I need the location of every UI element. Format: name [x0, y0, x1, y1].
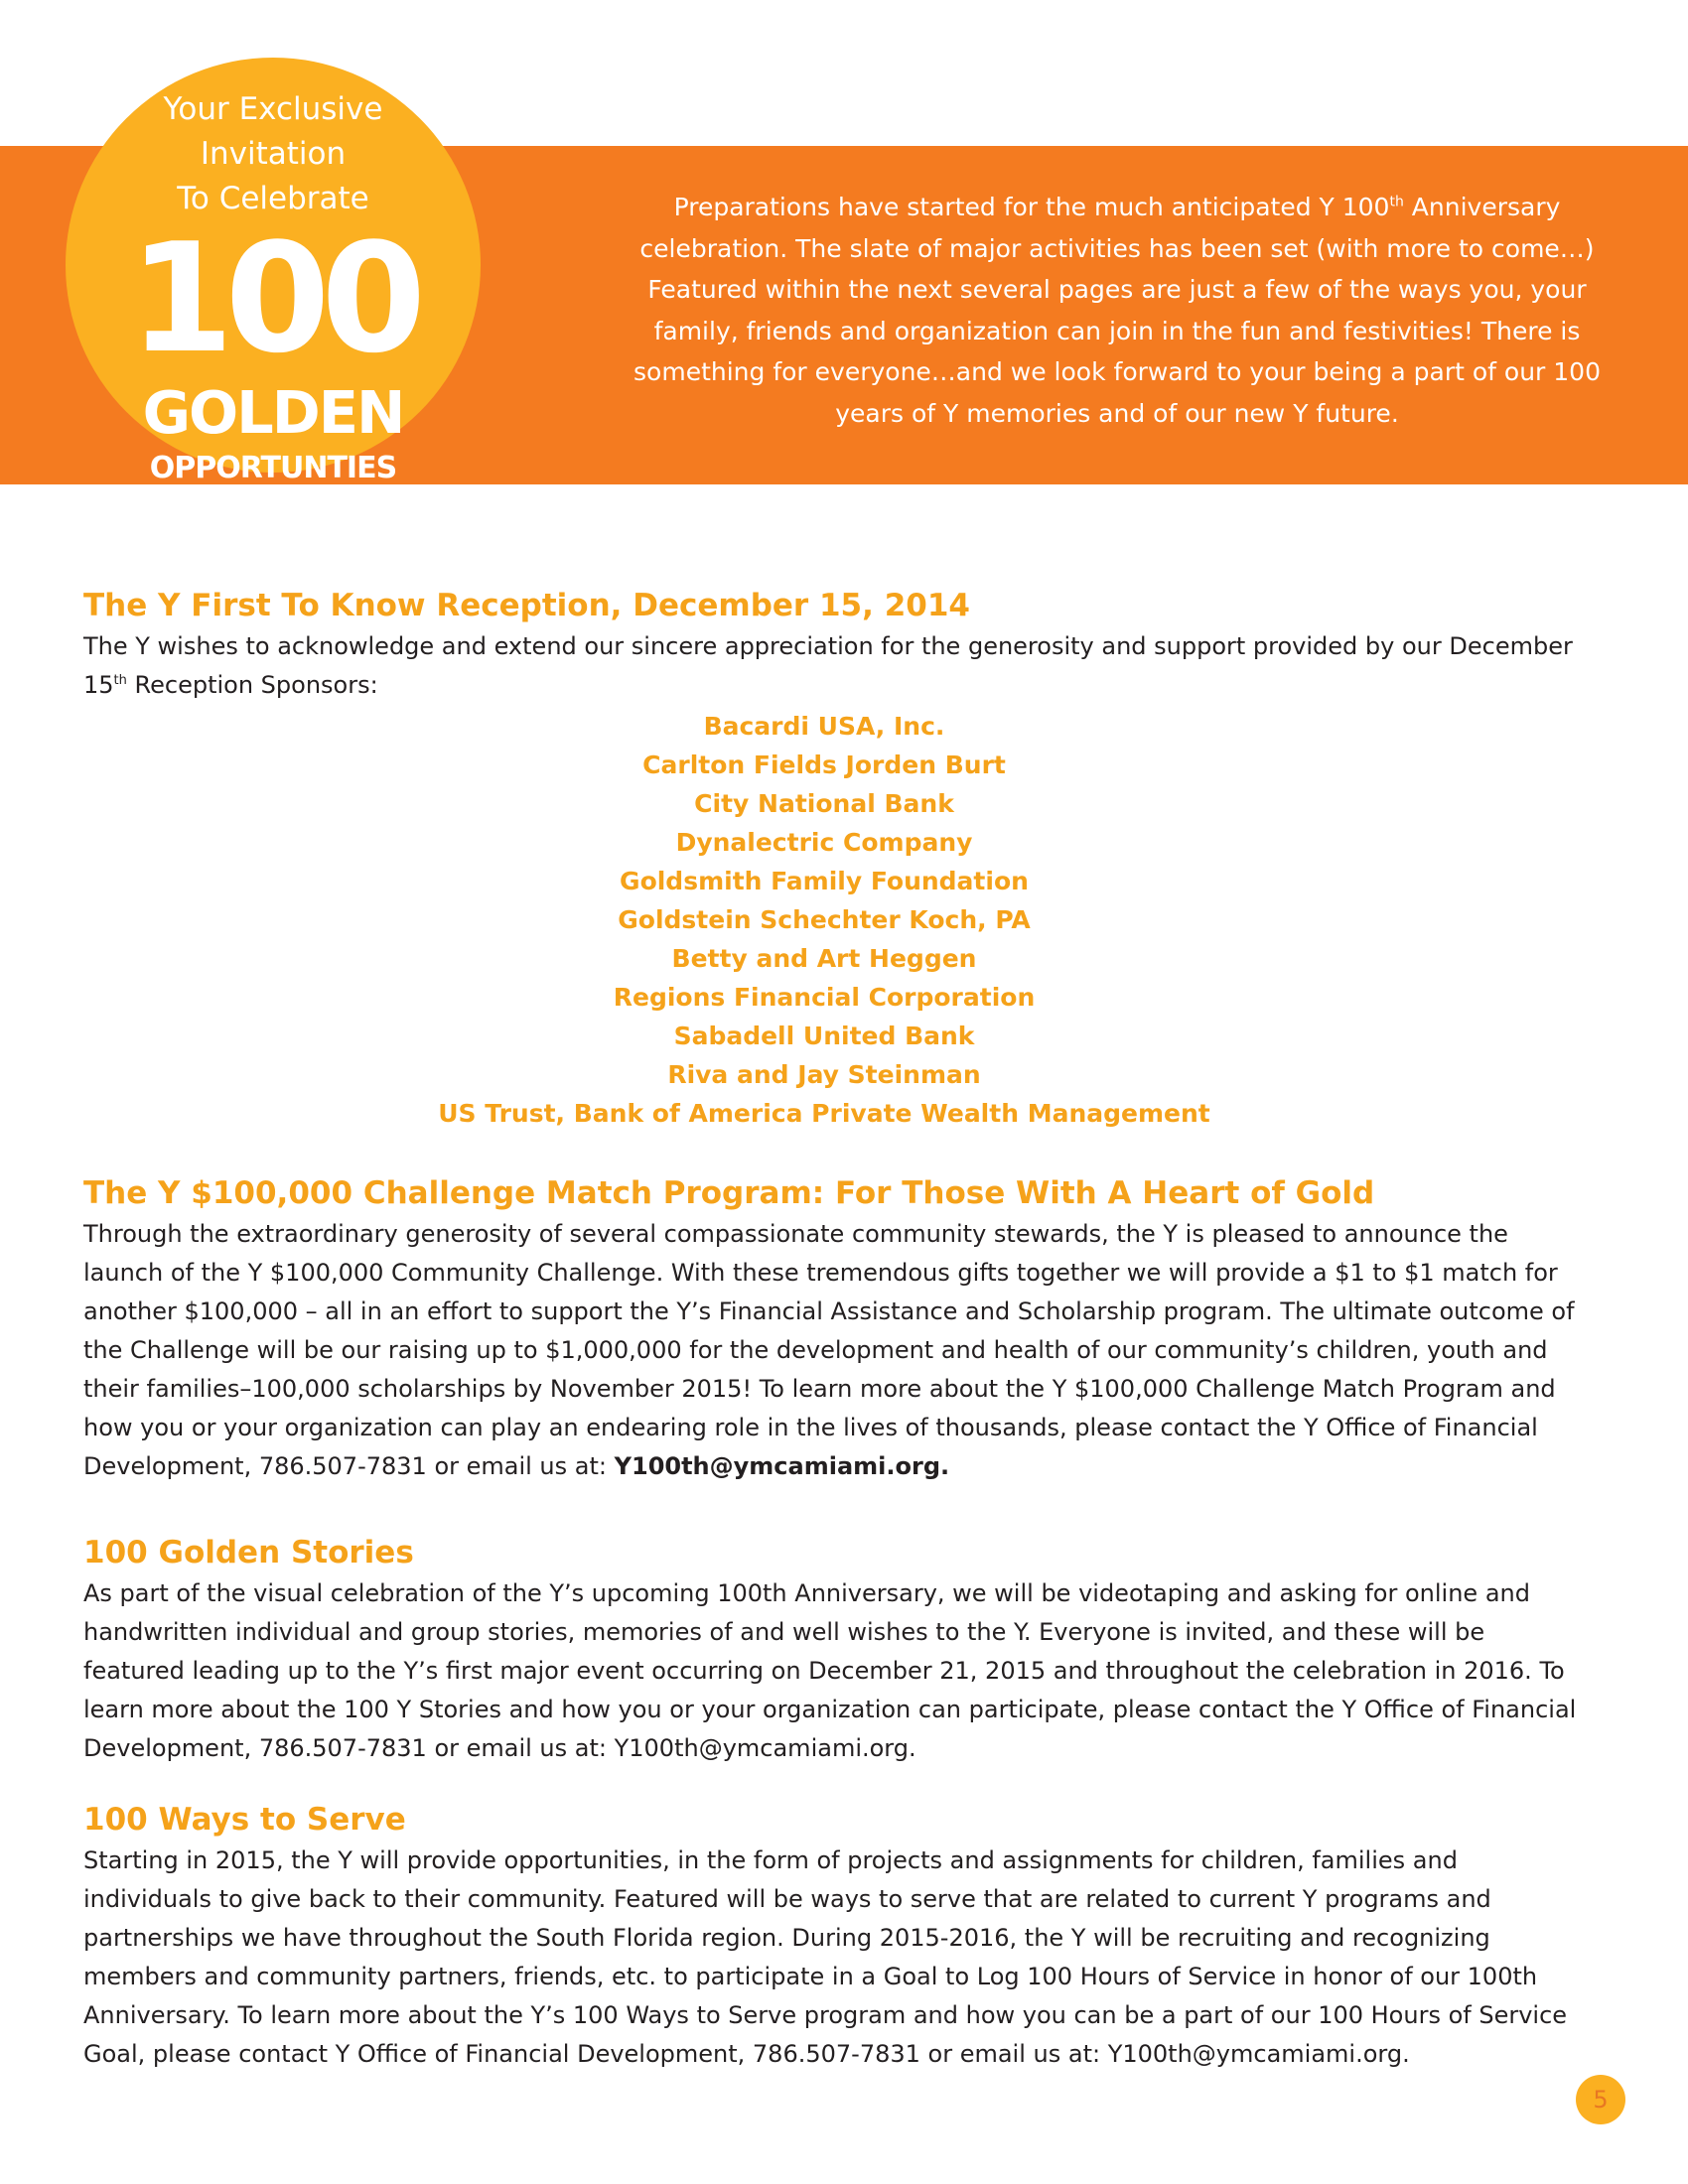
sponsor-item: Riva and Jay Steinman: [667, 1060, 981, 1089]
badge-opportunities: OPPORTUNTIES: [149, 451, 397, 485]
banner-intro-text: Preparations have started for the much anticipated Y 100th Anniversary celebration. The slate of major activities has been set (with more to come…) Featured within the next several pages are just a few of the ways you, your family, friends and organization can join in the fun and festivities! There is something for everyone…and we look forward to your being a part of our 100 years of Y memories and of our new Y future.: [633, 193, 1601, 428]
challenge-heading: The Y $100,000 Challenge Match Program: For Those With A Heart of Gold: [83, 1175, 1375, 1211]
badge-invitation-text: Your Exclusive Invitation To Celebrate: [163, 91, 383, 216]
sponsor-item: City National Bank: [694, 789, 954, 818]
sponsor-item: Goldsmith Family Foundation: [620, 867, 1029, 895]
serve-heading: 100 Ways to Serve: [83, 1802, 406, 1838]
sponsor-item: Sabadell United Bank: [673, 1022, 975, 1050]
stories-body: As part of the visual celebration of the Y’s upcoming 100th Anniversary, we will be videotaping and asking for online and handwritten individual and group stories, memories of and well wishes to the Y. Everyone is invited, and these will be featured leading up to the Y’s first major event occurring on December 21, 2015 and throughout the celebration in 2016. To learn more about the 100 Y Stories and how you or your organization can participate, please contact the Y Office of Financial Development, 786.507-7831 or email us at: Y100th@ymcamiami.org.: [83, 1579, 1577, 1762]
stories-heading: 100 Golden Stories: [83, 1535, 414, 1570]
sponsor-item: Dynalectric Company: [675, 828, 973, 857]
challenge-body: Through the extraordinary generosity of several compassionate community stewards, the Y is pleased to announce the launch of the Y $100,000 Community Challenge. With these tremendous gifts together we will provide a $1 to $1 match for another $100,000 – all in an effort to support the Y’s Financial Assistance and Scholarship program. The ultimate outcome of the Challenge will be our raising up to $1,000,000 for the development and health of our community’s children, youth and their families–100,000 scholarships by November 2015! To learn more about the Y $100,000 Challenge Match Program and how you or your organization can play an endearing role in the lives of thousands, please contact the Y Office of Financial Development, 786.507-7831 or email us at: Y100th@ymcamiami.org.: [83, 1220, 1575, 1480]
sponsor-item: Betty and Art Heggen: [671, 944, 977, 973]
sponsor-item: Bacardi USA, Inc.: [703, 712, 945, 741]
badge-golden: GOLDEN: [142, 378, 404, 447]
reception-heading: The Y First To Know Reception, December 15, 2014: [83, 588, 970, 623]
sponsor-item: Carlton Fields Jorden Burt: [642, 751, 1006, 779]
sponsor-item: Goldstein Schechter Koch, PA: [618, 905, 1031, 934]
reception-intro: The Y wishes to acknowledge and extend our sincere appreciation for the generosity and support provided by our December 15th Reception Sponsors:: [83, 632, 1573, 699]
challenge-email-link[interactable]: Y100th@ymcamiami.org.: [614, 1452, 950, 1480]
sponsor-item: US Trust, Bank of America Private Wealth Management: [438, 1099, 1210, 1128]
serve-body: Starting in 2015, the Y will provide opportunities, in the form of projects and assignments for children, families and individuals to give back to their community. Featured will be ways to serve that are related to current Y programs and partnerships we have throughout the South Florida region. During 2015-2016, the Y will be recruiting and recognizing members and community partners, friends, etc. to participate in a Goal to Log 100 Hours of Service in honor of our 100th Anniversary. To learn more about the Y’s 100 Ways to Serve program and how you can be a part of our 100 Hours of Service Goal, please contact Y Office of Financial Development, 786.507-7831 or email us at: Y100th@ymcamiami.org.: [83, 1846, 1568, 2068]
sponsor-list: [377, 707, 1271, 1133]
sponsor-item: Regions Financial Corporation: [613, 983, 1036, 1012]
badge-number: 100: [128, 210, 418, 386]
page-number-badge: 5: [1576, 2075, 1625, 2124]
anniversary-badge: [66, 58, 481, 485]
